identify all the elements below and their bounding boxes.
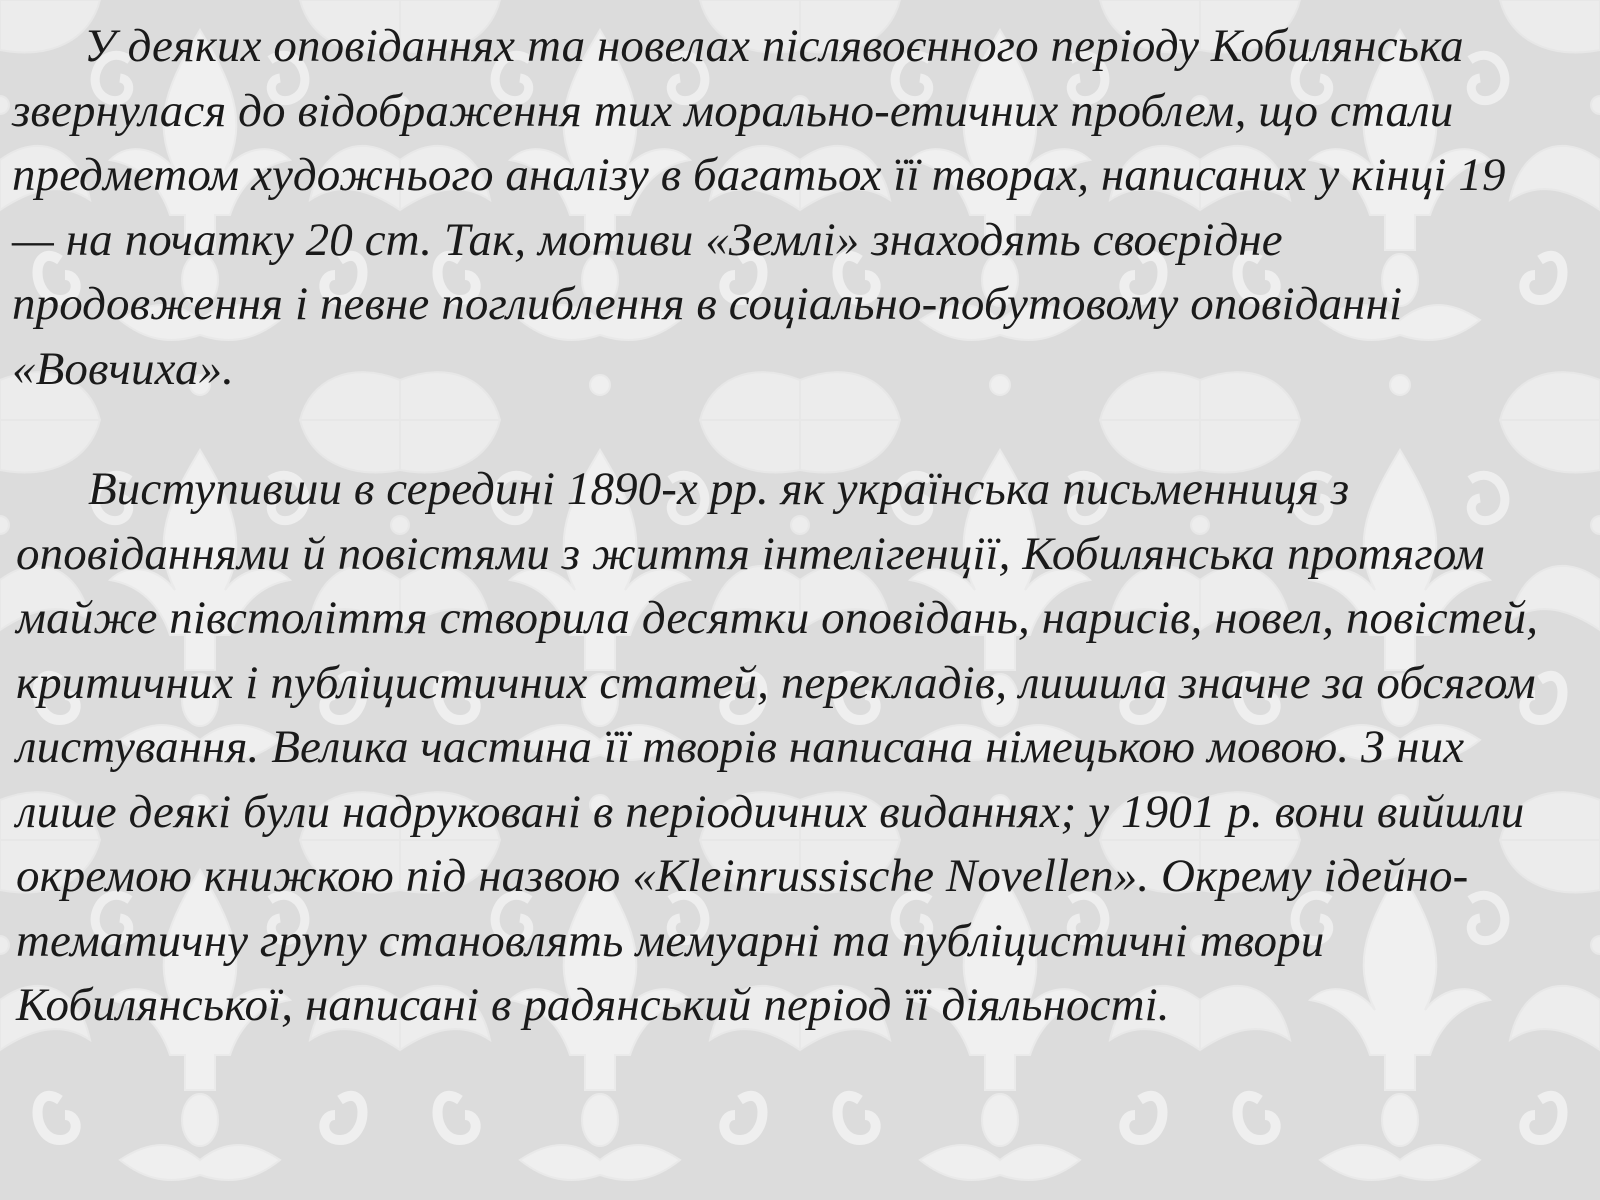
- paragraph-1: У деяких оповіданнях та новелах післявоєнного періоду Кобилянська звернулася до відображення тих морально-етичних проблем, що стали предметом художнього аналізу в багатьох її творах, написаних у кінці 19 — на початку 20 ст. Так, мотиви «Землі» знаходять своєрідне продовження і певне поглиблення в соціально-побутовому оповіданні «Вовчиха».: [12, 20, 1506, 395]
- slide-text-body: [12, 14, 1588, 1038]
- paragraph-2: Виступивши в середині 1890-х рр. як українська письменниця з оповіданнями й повістями з життя інтелігенції, Кобилянська протягом майже півстоліття створила десятки оповідань, нарисів, новел, повістей, критичних і публіцистичних статей, перекладів, лишила значне за обсягом листування. Велика частина її творів написана німецькою мовою. З них лише деякі були надруковані в періодичних виданнях; у 1901 р. вони вийшли окремою книжкою під назвою «Kleinrussische Novellen». Окрему ідейно-тематичну групу становлять мемуарні та публіцистичні твори Кобилянської, написані в радянський період її діяльності.: [16, 463, 1539, 1031]
